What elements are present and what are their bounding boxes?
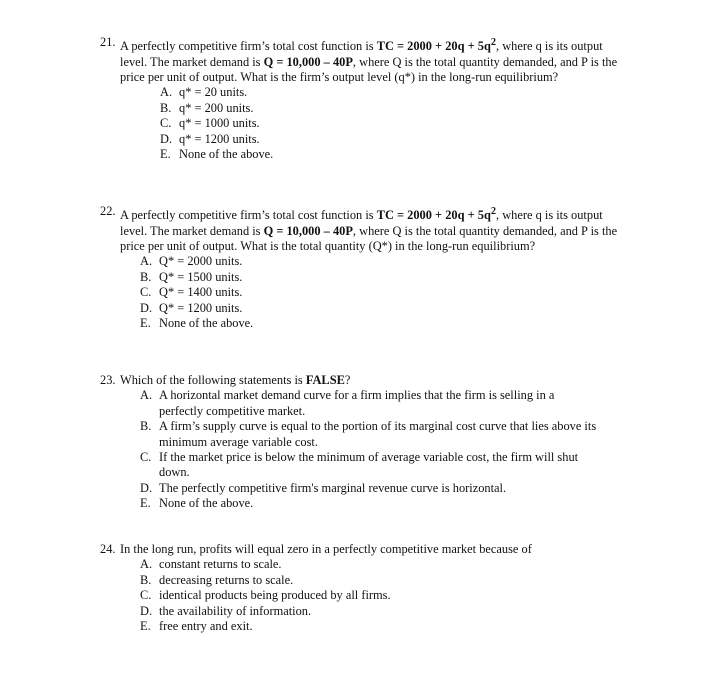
- stem-text: A perfectly competitive firm’s total cost function is: [120, 208, 377, 223]
- option-letter: C.: [140, 285, 152, 300]
- question-stem: [120, 204, 620, 254]
- option-text: A firm’s supply curve is equal to the portion of its marginal cost curve that lies above its minimum average variable cost.: [159, 419, 597, 449]
- option-letter: B.: [140, 269, 152, 284]
- option-text: Q* = 1200 units.: [159, 300, 243, 315]
- option-letter: C.: [140, 588, 152, 603]
- answer-option-e: [140, 496, 600, 511]
- option-text: Q* = 1400 units.: [159, 285, 243, 300]
- option-text: identical products being produced by all firms.: [159, 588, 391, 603]
- answer-option-e: [140, 316, 620, 331]
- stem-text: In the long run, profits will equal zero in a perfectly competitive market because of: [120, 542, 532, 556]
- option-letter: A.: [160, 85, 173, 100]
- stem-text: A perfectly competitive firm’s total cost function is: [120, 39, 377, 54]
- option-text: q* = 20 units.: [179, 85, 248, 100]
- stem-text: , where Q is the total quantity demanded, and P is the price per unit of output. What is the total quantity (Q*) in the long-run equilibrium?: [120, 223, 618, 253]
- answer-option-c: [140, 588, 620, 603]
- answer-options: [160, 85, 620, 162]
- answer-option-b: [160, 101, 620, 116]
- option-text: q* = 1000 units.: [179, 116, 260, 131]
- answer-option-c: [140, 450, 600, 481]
- total-cost-function: TC = 2000 + 20q + 5q: [376, 39, 491, 54]
- option-letter: D.: [140, 603, 153, 618]
- question-number: 24.: [100, 542, 116, 556]
- answer-option-c: [140, 285, 620, 300]
- answer-option-c: [160, 116, 620, 131]
- option-letter: B.: [140, 572, 152, 587]
- option-letter: A.: [140, 557, 153, 572]
- question-number: 21.: [100, 35, 116, 49]
- question-number: 23.: [100, 373, 116, 387]
- option-letter: C.: [160, 116, 172, 131]
- option-letter: C.: [140, 450, 152, 465]
- total-cost-function: TC = 2000 + 20q + 5q: [376, 208, 491, 223]
- option-letter: E.: [140, 315, 151, 330]
- answer-option-d: [140, 481, 600, 496]
- option-text: None of the above.: [159, 315, 254, 330]
- answer-option-b: [140, 573, 620, 588]
- stem-text: Which of the following statements is: [120, 373, 306, 387]
- exponent: 2: [490, 37, 497, 48]
- option-text: the availability of information.: [159, 603, 312, 618]
- stem-text: , where q is its output level. The market demand is: [120, 208, 603, 238]
- answer-options: [140, 557, 620, 634]
- market-demand-function: Q = 10,000 – 40P: [263, 223, 353, 238]
- answer-option-a: [140, 557, 620, 572]
- option-text: Q* = 1500 units.: [159, 269, 243, 284]
- answer-option-a: [140, 254, 620, 269]
- answer-option-d: [160, 132, 620, 147]
- question-21: [100, 35, 620, 162]
- option-letter: E.: [160, 146, 171, 161]
- option-text: The perfectly competitive firm's marginal revenue curve is horizontal.: [159, 480, 507, 495]
- stem-text: ?: [344, 373, 351, 387]
- exponent: 2: [490, 206, 497, 217]
- option-letter: A.: [140, 254, 153, 269]
- option-text: None of the above.: [159, 496, 254, 511]
- question-number: 22.: [100, 204, 116, 218]
- option-text: Q* = 2000 units.: [159, 254, 243, 269]
- question-stem: [120, 542, 620, 557]
- stem-text: , where q is its output level. The market demand is: [120, 39, 603, 69]
- option-letter: E.: [140, 496, 151, 511]
- answer-option-b: [140, 419, 600, 450]
- answer-options: [140, 388, 600, 511]
- option-text: A horizontal market demand curve for a firm implies that the firm is selling in a perfectly competitive market.: [159, 388, 555, 418]
- question-stem: [120, 373, 620, 388]
- answer-option-e: [140, 619, 620, 634]
- option-text: decreasing returns to scale.: [159, 572, 294, 587]
- question-22: [100, 204, 620, 331]
- option-letter: D.: [160, 131, 173, 146]
- stem-text: , where Q is the total quantity demanded, and P is the price per unit of output. What is the firm’s output level (q*) in the long-run equilibrium?: [120, 54, 618, 84]
- question-stem: [120, 35, 620, 85]
- question-23: [100, 373, 620, 512]
- answer-option-a: [160, 85, 620, 100]
- option-letter: A.: [140, 388, 153, 403]
- option-text: free entry and exit.: [159, 619, 253, 634]
- option-text: If the market price is below the minimum of average variable cost, the firm will shut down.: [159, 450, 579, 480]
- option-letter: D.: [140, 480, 153, 495]
- option-letter: B.: [140, 419, 152, 434]
- answer-option-e: [160, 147, 620, 162]
- answer-option-b: [140, 270, 620, 285]
- answer-option-a: [140, 388, 600, 419]
- question-24: [100, 542, 620, 634]
- option-text: constant returns to scale.: [159, 557, 282, 572]
- option-text: q* = 1200 units.: [179, 131, 260, 146]
- market-demand-function: Q = 10,000 – 40P: [263, 54, 353, 69]
- option-letter: D.: [140, 300, 153, 315]
- option-letter: E.: [140, 619, 151, 634]
- option-text: None of the above.: [179, 146, 274, 161]
- option-text: q* = 200 units.: [179, 100, 254, 115]
- answer-option-d: [140, 604, 620, 619]
- option-letter: B.: [160, 100, 172, 115]
- answer-options: [140, 254, 620, 331]
- answer-option-d: [140, 301, 620, 316]
- emphasis-false: FALSE: [305, 373, 345, 387]
